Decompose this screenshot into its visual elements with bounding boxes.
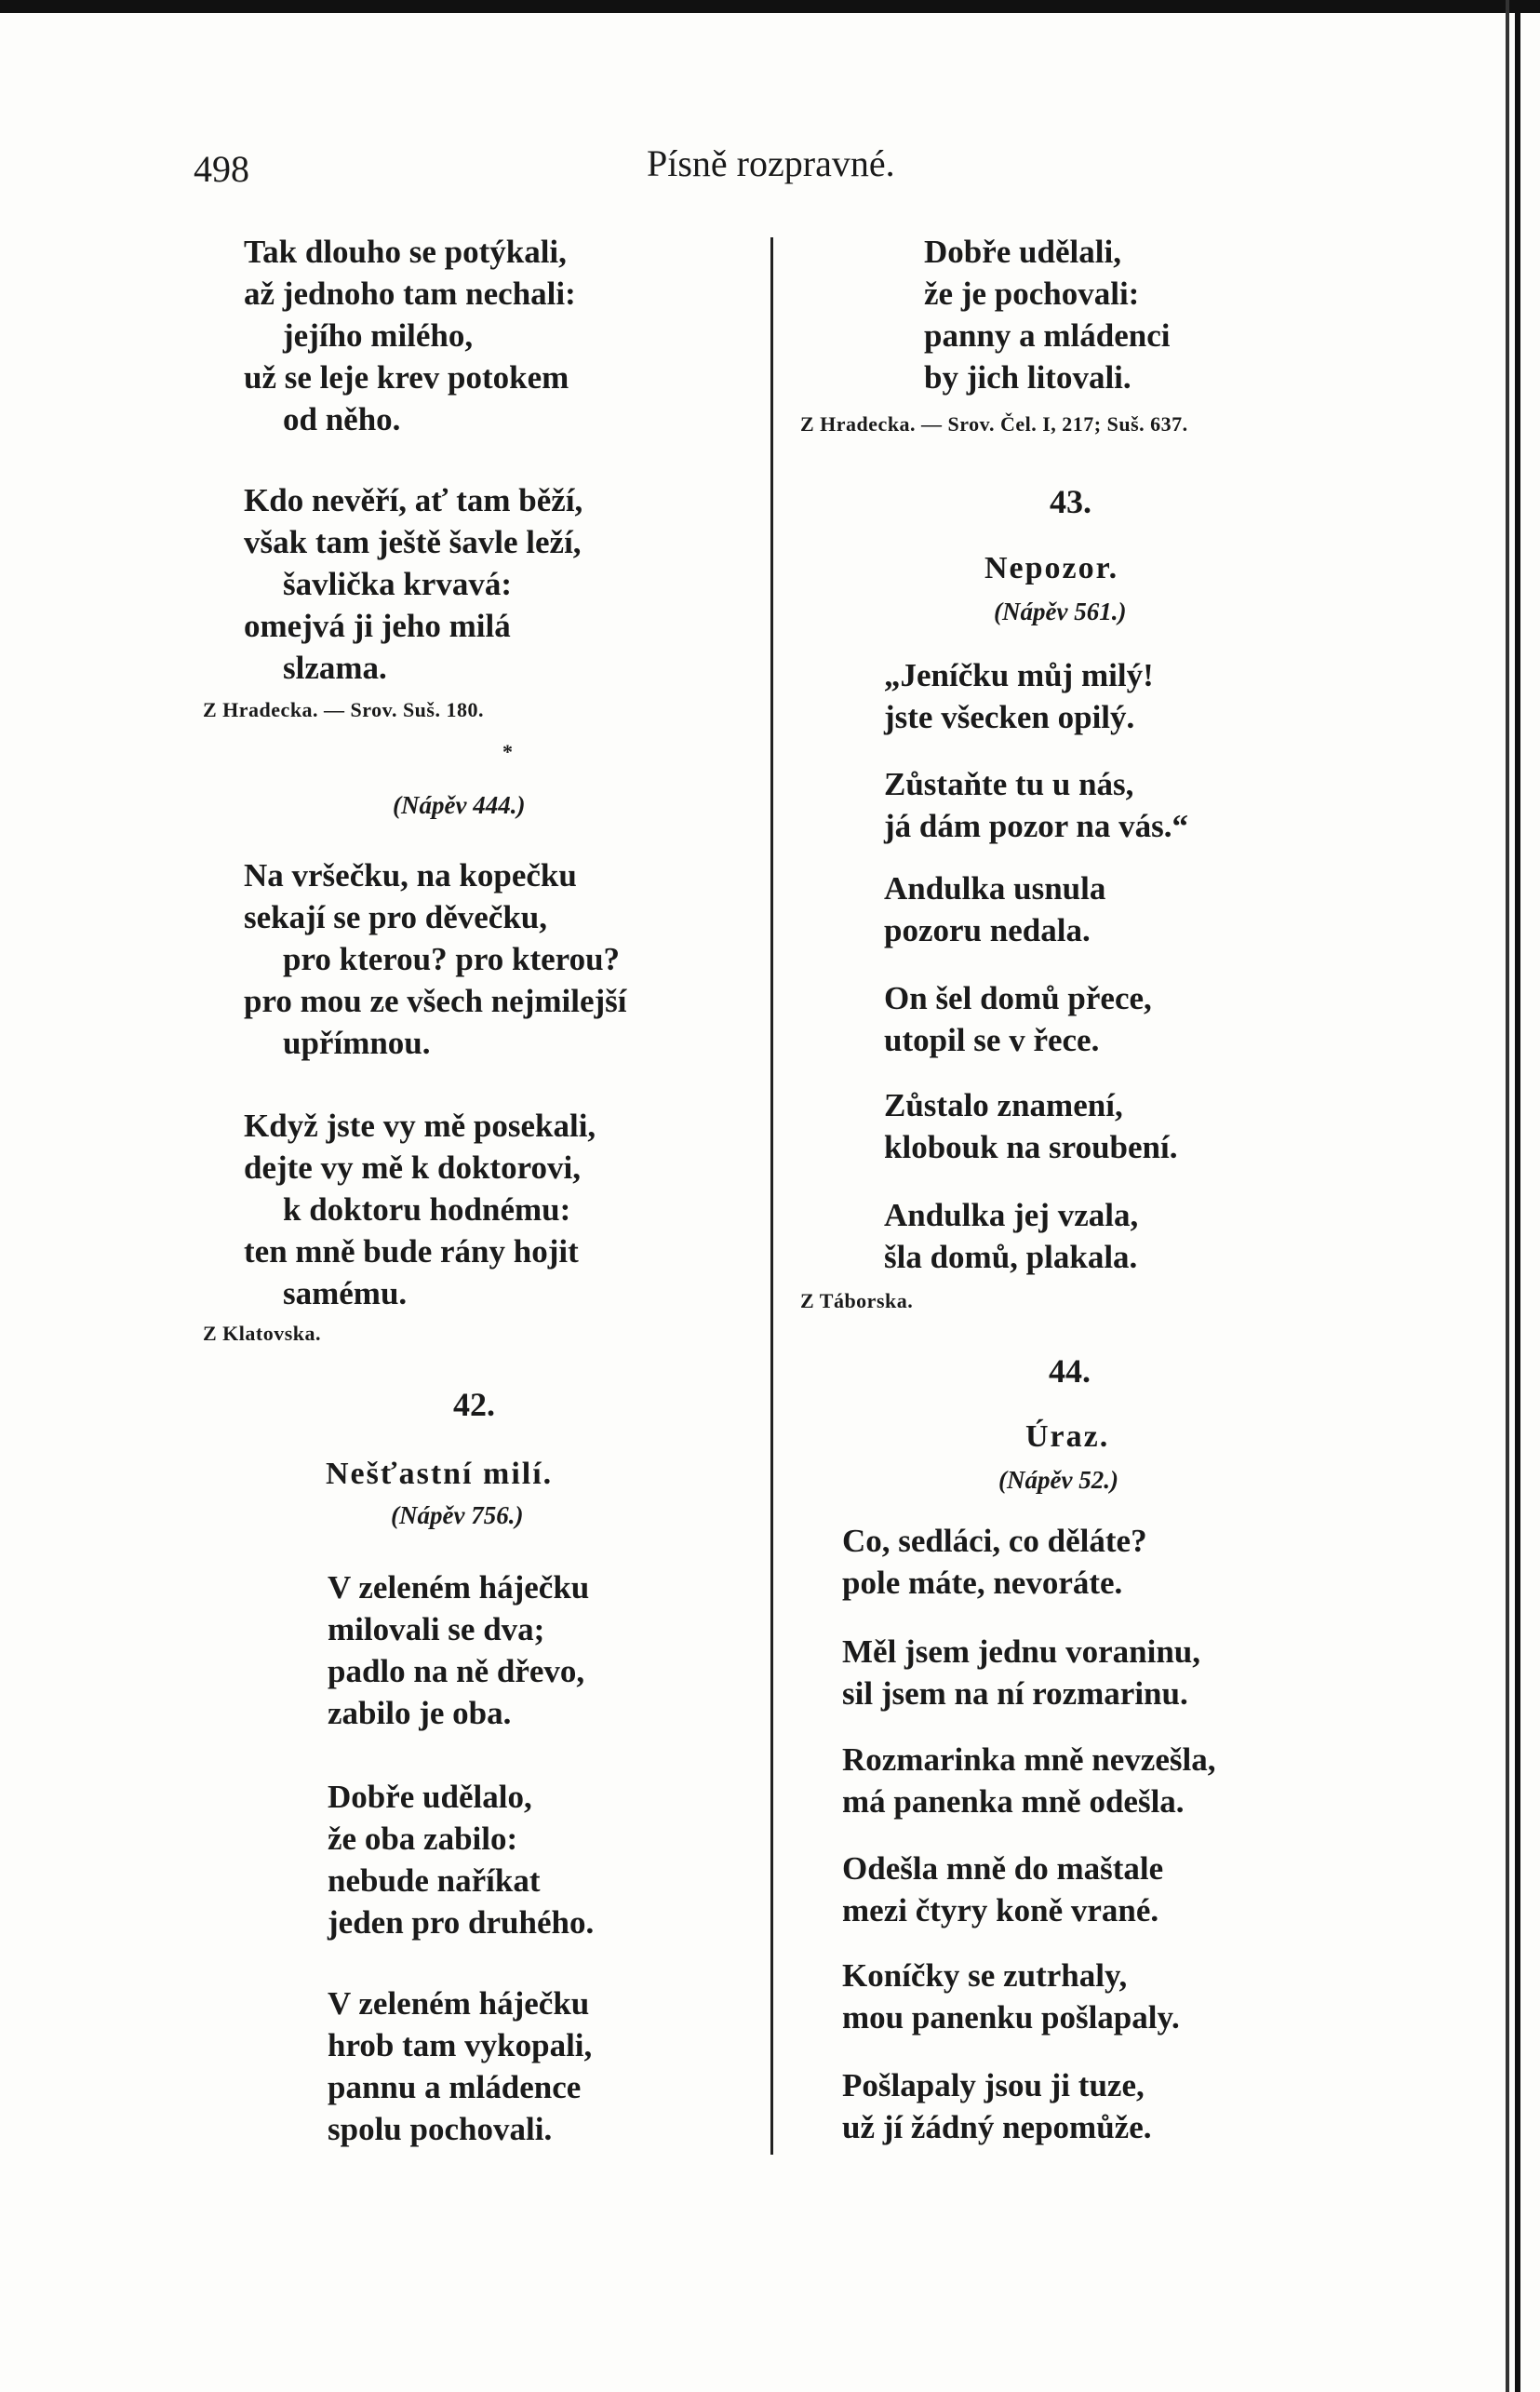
verse-line: Dobře udělali,	[924, 234, 1121, 270]
song43-stanza-1	[884, 654, 1154, 738]
verse-line: mou panenku pošlapaly.	[842, 1999, 1180, 2036]
verse-line: Když jste vy mě posekali,	[244, 1108, 596, 1144]
verse-line: zabilo je oba.	[328, 1695, 512, 1731]
song-number: 42.	[453, 1386, 495, 1423]
verse-line: Andulka usnula	[884, 870, 1106, 907]
verse-line: má panenka mně odešla.	[842, 1783, 1185, 1820]
verse-line: pannu a mládence	[328, 2069, 582, 2105]
verse-line: hrob tam vykopali,	[328, 2027, 593, 2063]
page-number: 498	[194, 148, 249, 190]
song44-stanza-4	[842, 1848, 1163, 1931]
verse-line: šavlička krvavá:	[283, 566, 512, 602]
verse-line: už jí žádný nepomůže.	[842, 2109, 1152, 2145]
verse-line: dejte vy mě k doktorovi,	[244, 1149, 581, 1186]
column-divider	[770, 237, 773, 2155]
verse-line: nebude naříkat	[328, 1862, 541, 1899]
song43-stanza-3	[884, 867, 1105, 951]
source-note: Z Táborska.	[800, 1289, 914, 1312]
verse-line: Pošlapaly jsou ji tuze,	[842, 2067, 1145, 2103]
scan-right-edge-inner	[1506, 0, 1509, 2392]
source-note: Z Hradecka. — Srov. Suš. 180.	[203, 698, 484, 721]
verse-line: milovali se dva;	[328, 1611, 545, 1647]
verse-line: Odešla mně do maštale	[842, 1850, 1164, 1887]
song43-stanza-5	[884, 1084, 1177, 1168]
running-title: Písně rozpravné.	[647, 142, 895, 184]
verse-line: jejího milého,	[283, 317, 474, 354]
tune-reference: (Nápěv 52.)	[998, 1466, 1118, 1494]
song-number: 43.	[1050, 483, 1091, 520]
scan-right-edge	[1515, 0, 1520, 2392]
left-stanza-1	[244, 231, 576, 440]
verse-line: jste všecken opilý.	[884, 699, 1135, 735]
verse-line: ten mně bude rány hojit	[244, 1233, 579, 1270]
verse-line: Zůstaňte tu u nás,	[884, 766, 1134, 802]
song43-stanza-4	[884, 977, 1152, 1061]
verse-line: „Jeníčku můj milý!	[884, 657, 1154, 693]
verse-line: spolu pochovali.	[328, 2111, 553, 2147]
tune-reference: (Nápěv 756.)	[391, 1501, 524, 1529]
verse-line: jeden pro druhého.	[328, 1904, 595, 1941]
song44-stanza-2	[842, 1631, 1200, 1714]
verse-line: klobouk na sroubení.	[884, 1129, 1178, 1165]
verse-line: utopil se v řece.	[884, 1022, 1100, 1058]
tune-reference: (Nápěv 444.)	[393, 791, 526, 819]
verse-line: On šel domů přece,	[884, 980, 1152, 1016]
song44-stanza-6	[842, 2064, 1152, 2148]
song42-stanza-3	[328, 1982, 592, 2150]
verse-line: upřímnou.	[283, 1025, 431, 1061]
verse-line: sekají se pro děvečku,	[244, 899, 548, 935]
verse-line: V zeleném háječku	[328, 1569, 590, 1606]
tune-reference: (Nápěv 561.)	[994, 598, 1127, 625]
verse-line: Rozmarinka mně nevzešla,	[842, 1741, 1216, 1778]
verse-line: Co, sedláci, co děláte?	[842, 1523, 1147, 1559]
verse-line: že oba zabilo:	[328, 1821, 518, 1857]
source-note: Z Hradecka. — Srov. Čel. I, 217; Suš. 637.	[800, 412, 1188, 436]
verse-line: já dám pozor na vás.“	[884, 808, 1189, 844]
verse-line: Koníčky se zutrhaly,	[842, 1957, 1128, 1994]
left-stanza-2	[244, 479, 583, 689]
verse-line: pro mou ze všech nejmilejší	[244, 983, 627, 1019]
left-stanza-4	[244, 1105, 596, 1314]
verse-line: až jednoho tam nechali:	[244, 275, 576, 312]
song-number: 44.	[1049, 1352, 1091, 1390]
song43-stanza-6	[884, 1194, 1138, 1278]
verse-line: V zeleném háječku	[328, 1985, 590, 2022]
verse-line: pole máte, nevoráte.	[842, 1565, 1123, 1601]
verse-line: Tak dlouho se potýkali,	[244, 234, 567, 270]
verse-line: Měl jsem jednu voraninu,	[842, 1633, 1200, 1670]
verse-line: panny a mládenci	[924, 317, 1171, 354]
verse-line: šla domů, plakala.	[884, 1239, 1138, 1275]
verse-line: samému.	[283, 1275, 408, 1311]
verse-line: už se leje krev potokem	[244, 359, 569, 396]
verse-line: padlo na ně dřevo,	[328, 1653, 585, 1689]
left-stanza-3	[244, 854, 627, 1064]
song43-stanza-2	[884, 763, 1188, 847]
song44-stanza-1	[842, 1520, 1147, 1604]
verse-line: Dobře udělalo,	[328, 1779, 532, 1815]
verse-line: však tam ještě šavle leží,	[244, 524, 582, 560]
verse-line: Na vršečku, na kopečku	[244, 857, 577, 894]
scan-top-edge	[0, 0, 1540, 13]
verse-line: pro kterou? pro kterou?	[283, 941, 621, 977]
asterisk-mark: *	[502, 740, 513, 763]
right-stanza-top	[924, 231, 1171, 398]
verse-line: od něho.	[283, 401, 401, 437]
song-title: Nepozor.	[984, 551, 1119, 585]
verse-line: sil jsem na ní rozmarinu.	[842, 1675, 1188, 1712]
song44-stanza-5	[842, 1955, 1180, 2038]
verse-line: že je pochovali:	[924, 275, 1140, 312]
song-title: Úraz.	[1025, 1419, 1110, 1454]
verse-line: omejvá ji jeho milá	[244, 608, 511, 644]
song44-stanza-3	[842, 1739, 1215, 1822]
verse-line: pozoru nedala.	[884, 912, 1091, 948]
song-title: Nešťastní milí.	[326, 1457, 554, 1491]
verse-line: Zůstalo znamení,	[884, 1087, 1123, 1123]
verse-line: mezi čtyry koně vrané.	[842, 1892, 1159, 1928]
verse-line: Kdo nevěří, ať tam běží,	[244, 482, 583, 518]
verse-line: by jich litovali.	[924, 359, 1132, 396]
song42-stanza-2	[328, 1776, 594, 1943]
song42-stanza-1	[328, 1566, 589, 1734]
verse-line: k doktoru hodnému:	[283, 1191, 571, 1228]
verse-line: slzama.	[283, 650, 387, 686]
verse-line: Andulka jej vzala,	[884, 1197, 1139, 1233]
source-note: Z Klatovska.	[203, 1322, 322, 1345]
